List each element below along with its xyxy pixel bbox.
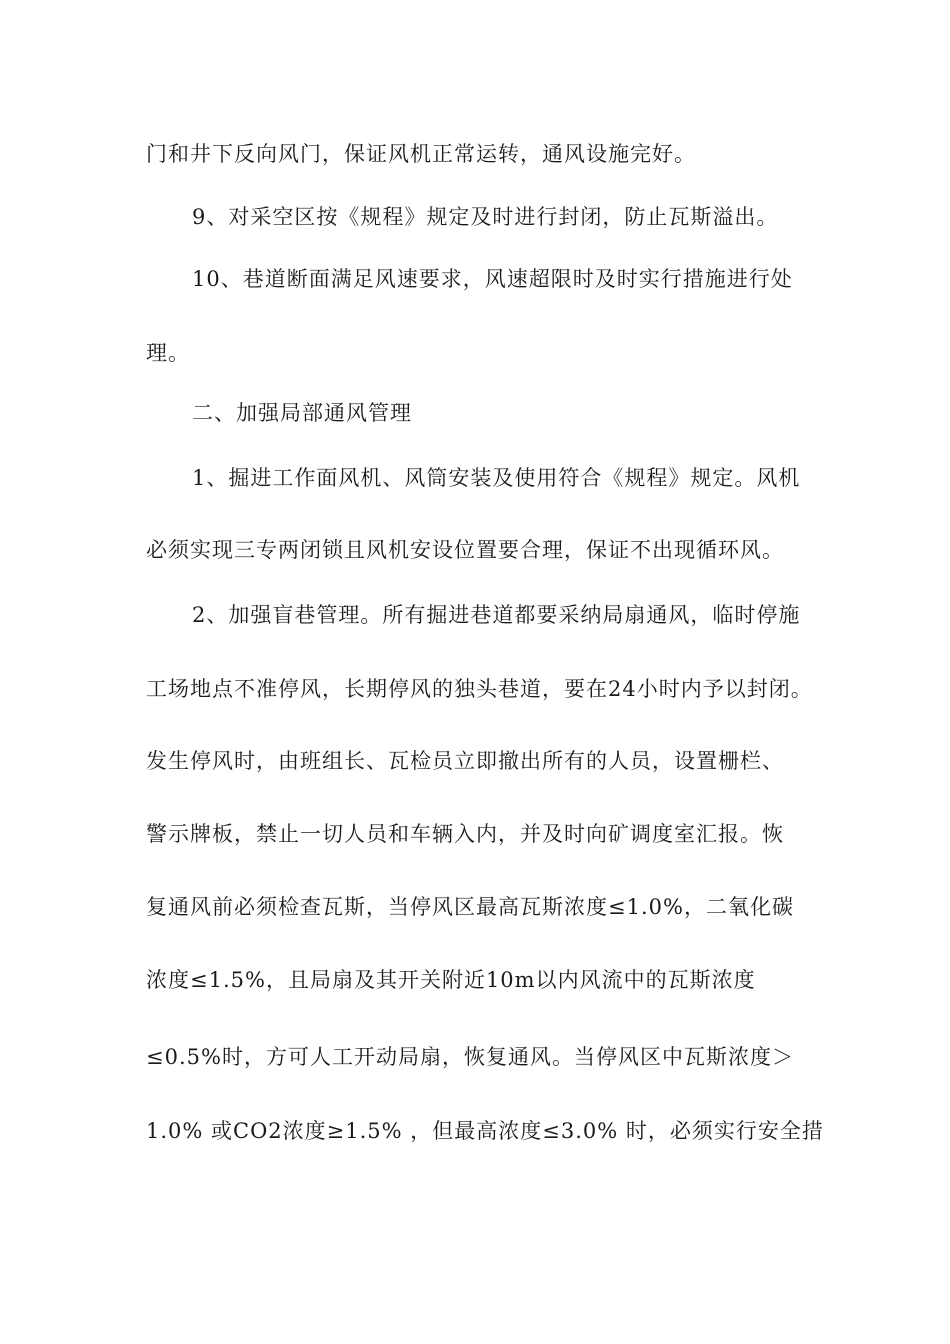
text-line: 警示牌板，禁止一切人员和车辆入内，并及时向矿调度室汇报。恢 (146, 822, 784, 846)
text-line: 1、掘进工作面风机、风筒安装及使用符合《规程》规定。风机 (192, 466, 801, 490)
text-line: 10、巷道断面满足风速要求，风速超限时及时实行措施进行处 (192, 267, 793, 291)
text-line: 浓度≤1.5%，且局扇及其开关附近10m以内风流中的瓦斯浓度 (146, 968, 756, 992)
text-line: 工场地点不准停风，长期停风的独头巷道，要在24小时内予以封闭。 (146, 677, 813, 701)
text-line: 门和井下反向风门，保证风机正常运转，通风设施完好。 (146, 142, 696, 166)
text-line: 2、加强盲巷管理。所有掘进巷道都要采纳局扇通风，临时停施 (192, 603, 801, 627)
section-heading: 二、加强局部通风管理 (192, 401, 412, 425)
text-line: 9、对采空区按《规程》规定及时进行封闭，防止瓦斯溢出。 (192, 205, 779, 229)
text-line: 复通风前必须检查瓦斯，当停风区最高瓦斯浓度≤1.0%，二氧化碳 (146, 895, 794, 919)
text-line: 发生停风时，由班组长、瓦检员立即撤出所有的人员，设置栅栏、 (146, 749, 784, 773)
text-line: 1.0% 或CO2浓度≥1.5% ，但最高浓度≤3.0% 时，必须实行安全措 (146, 1119, 824, 1143)
text-line: ≤0.5%时，方可人工开动局扇，恢复通风。当停风区中瓦斯浓度＞ (146, 1045, 794, 1069)
text-line: 必须实现三专两闭锁且风机安设位置要合理，保证不出现循环风。 (146, 538, 784, 562)
text-line: 理。 (146, 341, 190, 365)
